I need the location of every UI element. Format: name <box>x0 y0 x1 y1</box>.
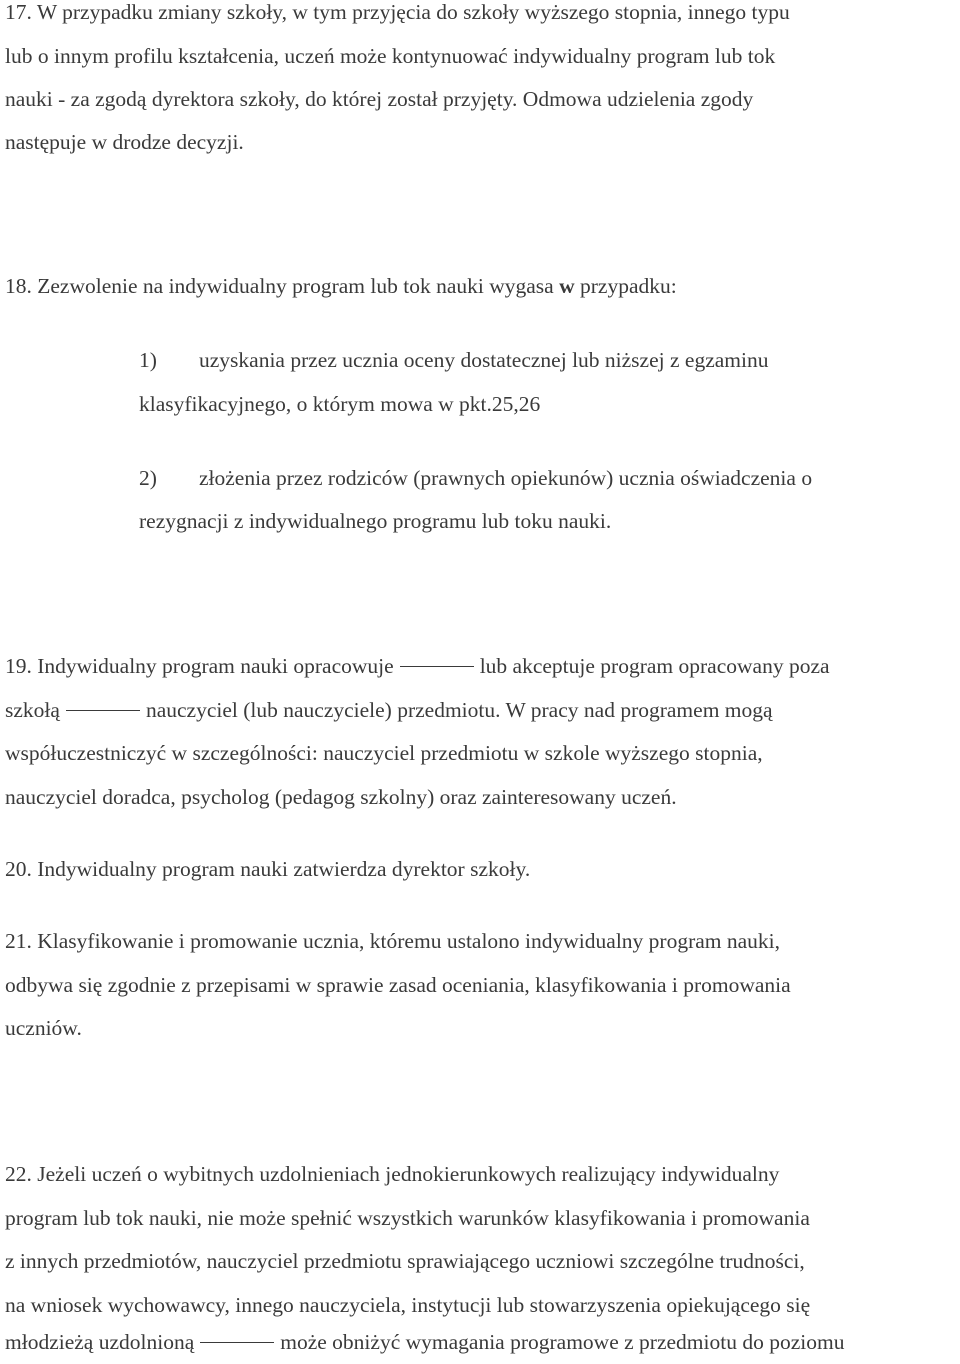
em-dash-rule <box>66 710 140 711</box>
paragraph-17-line-1: 17. W przypadku zmiany szkoły, w tym przyjęcia do szkoły wyższego stopnia, innego typu <box>5 0 790 24</box>
paragraph-22-line-5 <box>5 1320 955 1364</box>
paragraph-22-line-5-b: może obniżyć wymagania programowe z przedmiotu do poziomu <box>280 1330 845 1354</box>
paragraph-22-line-4: na wniosek wychowawcy, innego nauczyciela, instytucji lub stowarzyszenia opiekującego się <box>5 1293 811 1317</box>
paragraph-21-line-2: odbywa się zgodnie z przepisami w sprawie zasad oceniania, klasyfikowania i promowania <box>5 973 791 997</box>
paragraph-22-line-1: 22. Jeżeli uczeń o wybitnych uzdolnieniach jednokierunkowych realizujący indywidualny <box>5 1162 780 1186</box>
paragraph-19-line-1 <box>5 644 955 688</box>
paragraph-19-line-1-a: 19. Indywidualny program nauki opracowuje <box>5 654 394 678</box>
paragraph-19-line-2 <box>5 688 955 732</box>
paragraph-18-intro-before: 18. Zezwolenie na indywidualny program lub tok nauki wygasa <box>5 274 560 298</box>
paragraph-18-item-2-line-2: rezygnacji z indywidualnego programu lub toku nauki. <box>139 509 612 533</box>
list-item-number: 2) <box>139 466 157 490</box>
paragraph-19-line-4: nauczyciel doradca, psycholog (pedagog szkolny) oraz zainteresowany uczeń. <box>5 785 677 809</box>
paragraph-20: 20. Indywidualny program nauki zatwierdza dyrektor szkoły. <box>5 857 531 881</box>
paragraph-19-line-2-a: szkołą <box>5 698 60 722</box>
list-item-text: uzyskania przez ucznia oceny dostatecznej lub niższej z egzaminu <box>199 348 769 372</box>
paragraph-18-intro-after: przypadku: <box>574 274 677 298</box>
list-item-text: złożenia przez rodziców (prawnych opiekunów) ucznia oświadczenia o <box>199 466 813 490</box>
paragraph-22-line-3: z innych przedmiotów, nauczyciel przedmiotu sprawiającego uczniowi szczególne trudności, <box>5 1249 805 1273</box>
paragraph-18-item-1-line-2: klasyfikacyjnego, o którym mowa w pkt.25,26 <box>139 392 541 416</box>
paragraph-19-line-1-b: lub akceptuje program opracowany poza <box>479 654 830 678</box>
paragraph-18-item-1-line-1 <box>139 338 939 382</box>
paragraph-17-line-3: nauki - za zgodą dyrektora szkoły, do której został przyjęty. Odmowa udzielenia zgody <box>5 87 754 111</box>
paragraph-21-line-1: 21. Klasyfikowanie i promowanie ucznia, któremu ustalono indywidualny program nauki, <box>5 929 781 953</box>
paragraph-17-line-4: następuje w drodze decyzji. <box>5 130 244 154</box>
paragraph-18-item-2-line-1 <box>139 456 939 500</box>
paragraph-22-line-2: program lub tok nauki, nie może spełnić wszystkich warunków klasyfikowania i promowania <box>5 1206 810 1230</box>
paragraph-21-line-3: uczniów. <box>5 1016 82 1040</box>
paragraph-19-line-3: współuczestniczyć w szczególności: nauczyciel przedmiotu w szkole wyższego stopnia, <box>5 741 763 765</box>
em-dash-rule <box>200 1342 274 1343</box>
paragraph-18-intro <box>5 264 955 308</box>
paragraph-22-line-5-a: młodzieżą uzdolnioną <box>5 1330 195 1354</box>
paragraph-19-line-2-b: nauczyciel (lub nauczyciele) przedmiotu. W pracy nad programem mogą <box>145 698 773 722</box>
em-dash-rule <box>400 666 474 667</box>
paragraph-17-line-2: lub o innym profilu kształcenia, uczeń może kontynuować indywidualny program lub tok <box>5 44 776 68</box>
paragraph-18-intro-bold: w <box>559 274 575 298</box>
list-item-number: 1) <box>139 348 157 372</box>
